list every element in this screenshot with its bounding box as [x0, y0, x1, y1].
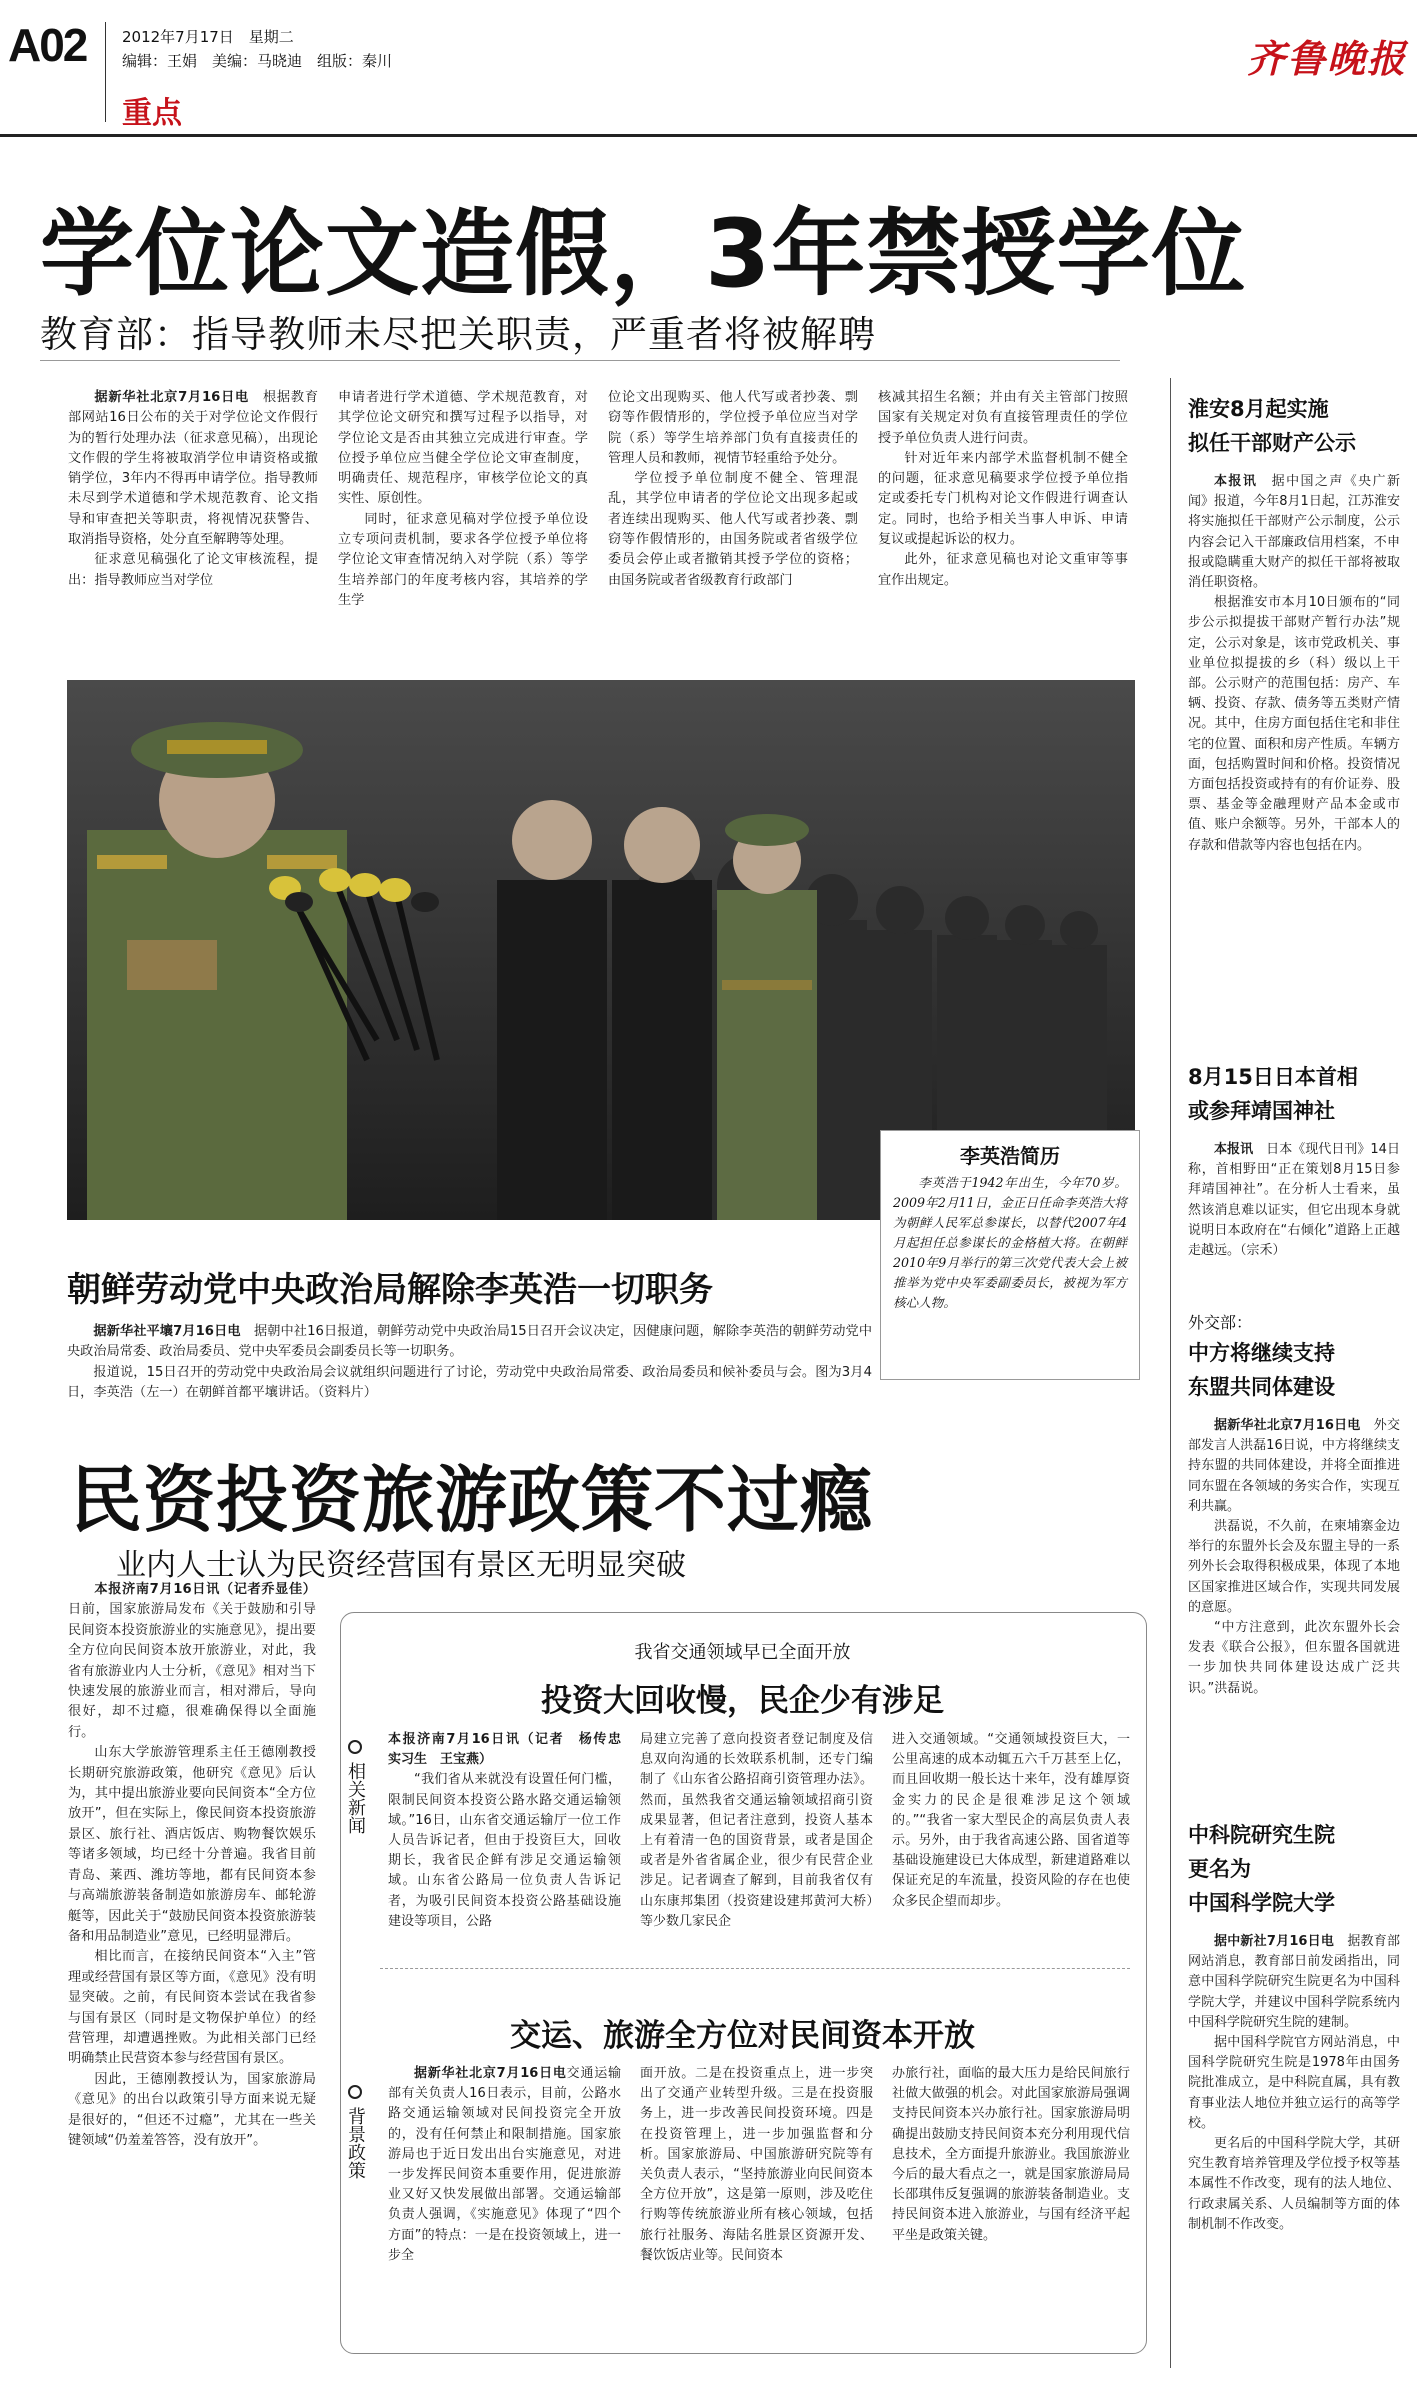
photo-story-caption	[67, 1322, 872, 1403]
brief-title: 更名为	[1188, 1857, 1251, 1881]
story1-subhead: 教育部：指导教师未尽把关职责，严重者将被解聘	[40, 313, 876, 356]
brief-title: 东盟共同体建设	[1188, 1375, 1335, 1399]
body-text: 进入交通领域。“交通领域投资巨大，一公里高速的成本动辄五六千万甚至上亿，而且回收期一般长达十来年，没有雄厚资金实力的民企是很难涉足这个领域的。”“我省一家大型民企的高层负责人表示。另外，由于我省高速公路、国省道等基础设施建设已大体成型，新建道路难以保证充足的车流量，投资风险的存在也使众多民企望而却步。	[892, 1732, 1130, 1909]
dateline: 本报讯	[1214, 474, 1258, 489]
brief-title: 或参拜靖国神社	[1188, 1099, 1335, 1123]
dateline: 据新华社北京7月16日电	[94, 390, 250, 405]
sidebar-brief-4	[1188, 1818, 1400, 2235]
body-text: 根据教育部网站16日公布的关于对学位论文作假行为的暂行处理办法（征求意见稿），出现论文作假的学生将被取消学位申请资格或撤销学位，3年内不得再申请学位。指导教师未尽到学术道德和学术规范教育、论文指导和审查把关等职责，将视情况获警告、取消指导资格，处分直至解聘等处理。	[68, 390, 319, 548]
brief-title: 中方将继续支持	[1188, 1341, 1335, 1365]
dateline: 本报济南7月16日讯（记者 杨传忠 实习生 王宝燕）	[388, 1732, 635, 1768]
related-news-label	[342, 1740, 368, 1834]
body-text: 核减其招生名额；并由有关主管部门按照国家有关规定对负有直接管理责任的学位授予单位负责人进行问责。	[878, 390, 1128, 446]
body-text: 相比而言，在接纳民间资本“入主”管理或经营国有景区等方面，《意见》没有明显突破。之前，有民间资本尝试在我省参与国有景区（同时是文物保护单位）的经营管理，却遭遇挫败。为此相关部门已经明确禁止民营资本参与经营国有景区。	[68, 1949, 316, 2067]
brief-title: 拟任干部财产公示	[1188, 431, 1356, 455]
story2-column	[68, 1580, 316, 2151]
body-text: “我们省从来就没有设置任何门槛，限制民间资本投资公路水路交通运输领域。”16日，山东省交通运输厅一位工作人员告诉记者，但由于投资巨大，回收期长，我省民企鲜有涉足交通运输领域。山东省公路局一位负责人告诉记者，为吸引民间资本投资公路基础设施建设等项目，公路	[388, 1772, 621, 1929]
body-text: 办旅行社，面临的最大压力是给民间旅行社做大做强的机会。对此国家旅游局强调支持民间资本兴办旅行社。国家旅游局明确提出鼓励支持民间资本充分利用现代信息技术，全方面提升旅游业。我国旅游业今后的最大看点之一，就是国家旅游局局长邵琪伟反复强调的旅游装备制造业。支持民间资本进入旅游业，与国有经济平起平坐是政策关键。	[892, 2066, 1130, 2243]
box2-column-1	[388, 2064, 621, 2266]
brief-kicker: 外交部：	[1188, 1313, 1253, 1332]
box1-column-2	[640, 1730, 873, 1932]
body-text: 同时，征求意见稿对学位授予单位设立专项问责机制，要求各学位授予单位将学位论文审查情况纳入对学院（系）等学生培养部门的年度考核内容，其培养的学生学	[338, 511, 588, 608]
body-text: 山东大学旅游管理系主任王德刚教授长期研究旅游政策，他研究《意见》后认为，其中提出旅游业要向民间资本“全方位放开”，但在实际上，像民间资本投资旅游景区、旅行社、酒店饭店、购物餐饮娱乐等诸多领域，均已经十分普遍。我省目前青岛、莱西、潍坊等地，都有民间资本参与高端旅游装备制造如旅游房车、邮轮游艇等，因此关于“鼓励民间资本投资旅游装备和用品制造业”意见，已经明显滞后。	[68, 1745, 316, 1944]
body-text: 日本《现代日刊》14日称，首相野田“正在策划8月15日参拜靖国神社”。在分析人士看来，虽然该消息难以证实，但它出现本身就说明日本政府在“右倾化”道路上正越走越远。	[1188, 1142, 1400, 1259]
body-text: 征求意见稿强化了论文审核流程，提出：指导教师应当对学位	[68, 552, 318, 588]
dateline: 据新华社平壤7月16日电	[93, 1324, 241, 1339]
box1-column-1	[388, 1730, 635, 1932]
body-text: 据朝中社16日报道，朝鲜劳动党中央政治局15日召开会议决定，因健康问题，解除李英浩的朝鲜劳动党中央政治局常委、政治局委员、党中央军委员会副委员长等一切职务。	[67, 1324, 873, 1360]
story2-headline: 民资投资旅游政策不过瘾	[70, 1458, 874, 1542]
brief-title: 中科院研究生院	[1188, 1823, 1335, 1847]
body-text: 根据淮安市本月10日颁布的“同步公示拟提拔干部财产暂行办法”规定，公示对象是，该市党政机关、事业单位拟提拔的乡（科）级以上干部。公示财产的范围包括：房产、车辆、投资、存款、债务等五类财产情况。其中，住房方面包括住宅和非住宅的位置、面积和房产性质。车辆方面，包括购置时间和价格。投资情况方面包括投资或持有的有价证券、股票、基金等金融理财产品本金或市值、账户余额等。另外，干部本人的存款和借款等内容也包括在内。	[1188, 595, 1400, 853]
profile-box-title: 李英浩简历	[960, 1144, 1060, 1168]
dateline: 据新华社北京7月16日电	[414, 2066, 567, 2081]
body-text: 针对近年来内部学术监督机制不健全的问题，征求意见稿要求学位授予单位指定或委托专门机构对论文作假进行调查认定。同时，也给予相关当事人申诉、申请复议或提起诉讼的权力。	[878, 450, 1128, 548]
body-text: 外交部发言人洪磊16日说，中方将继续支持东盟的共同体建设，并将全面推进同东盟在各领域的务实合作，实现互利共赢。	[1188, 1418, 1400, 1514]
background-policy-label	[342, 2085, 368, 2179]
profile-box	[880, 1130, 1140, 1380]
dateline: 据新华社北京7月16日电	[1214, 1418, 1361, 1433]
brief-title: 中国科学院大学	[1188, 1891, 1335, 1915]
side-label: 相关新闻	[345, 1762, 366, 1834]
box1-kicker: 我省交通领域早已全面开放	[634, 1642, 851, 1663]
page-number: A02	[8, 19, 87, 71]
dateline: 本报济南7月16日讯（记者乔显佳）	[94, 1582, 316, 1597]
box1-title: 投资大回收慢，民企少有涉足	[541, 1683, 944, 1719]
body-text: 申请者进行学术道德、学术规范教育，对其学位论文研究和撰写过程予以指导，对学位论文是否由其独立完成进行审查。学位授予单位应当健全学位论文审查制度，明确责任、规范程序，审核学位论文的真实性、原创性。	[338, 390, 588, 507]
body-text: 面开放。二是在投资重点上，进一步突出了交通产业转型升级。三是在投资服务上，进一步改善民间投资环境。四是在投资管理上，进一步加强监督和分析。国家旅游局、中国旅游研究院等有关负责人表示，“坚持旅游业向民间资本全方位开放”，这是第一原则，涉及吃住行购等传统旅游业所有核心领域，包括旅行社服务、海陆名胜景区资源开发、餐饮饭店业等。民间资本	[640, 2066, 873, 2263]
sidebar-brief-2	[1188, 1060, 1400, 1261]
related-news-divider	[380, 1968, 1130, 1970]
body-text: 报道说，15日召开的劳动党中央政治局会议就组织问题进行了讨论，劳动党中央政治局常委、政治局委员和候补委员与会。图为3月4日，李英浩（左一）在朝鲜首都平壤讲话。（资料片）	[67, 1364, 872, 1400]
brief-title: 淮安8月起实施	[1188, 397, 1329, 421]
box2-column-2	[640, 2064, 873, 2266]
body-text: 更名后的中国科学院大学，其研究生教育培养管理及学位授予权等基本属性不作改变，现有的法人地位、行政隶属关系、人员编制等方面的体制机制不作改变。	[1188, 2136, 1400, 2232]
profile-box-text: 李英浩于1942年出生，今年70岁。2009年2月11日，金正日任命李英浩大将为朝鲜人民军总参谋长，以替代2007年4月起担任总参谋长的金格植大将。在朝鲜2010年9月举行的第三次党代表大会上被推举为党中央军委副委员长，被视为军方核心人物。	[893, 1175, 1127, 1310]
body-text: 位论文出现购买、他人代写或者抄袭、剽窃等作假情形的，学位授予单位应当对学院（系）等学生培养部门负有直接责任的管理人员和教师，视情节轻重给予处分。	[608, 390, 858, 466]
dateline: 本报讯	[1214, 1142, 1254, 1157]
side-label: 背景政策	[345, 2107, 366, 2179]
box1-column-3	[892, 1730, 1130, 1912]
brief-title: 8月15日日本首相	[1188, 1065, 1358, 1089]
story1-column-2	[338, 388, 588, 611]
bullet-icon	[348, 1740, 362, 1754]
photo-story-headline: 朝鲜劳动党中央政治局解除李英浩一切职务	[67, 1270, 713, 1310]
body-text: 学位授予单位制度不健全、管理混乱，其学位申请者的学位论文出现多起或者连续出现购买、他人代写或者抄袭、剽窃等作假情形的，由国务院或者省级学位委员会停止或者撤销其授予学位的资格；由国务院或者省级教育行政部门	[608, 471, 858, 588]
body-text: 据中国科学院官方网站消息，中国科学院研究生院是1978年由国务院批准成立，是中科院直属，具有教育事业法人地位并独立运行的高等学校。	[1188, 2035, 1400, 2131]
story2-subhead: 业内人士认为民资经营国有景区无明显突破	[116, 1548, 686, 1583]
body-text: “中方注意到，此次东盟外长会发表《联合公报》，但东盟各国就进一步加快共同体建设达成广泛共识。”洪磊说。	[1188, 1620, 1400, 1696]
masthead-logo: 齐鲁晚报	[1246, 36, 1407, 81]
story1-column-1	[68, 388, 318, 591]
body-text: 据教育部网站消息，教育部日前发函指出，同意中国科学院研究生院更名为中国科学院大学，并建议中国科学院系统内中国科学院研究生院的建制。	[1188, 1934, 1400, 2030]
story1-column-4	[878, 388, 1128, 591]
body-text: 洪磊说，不久前，在柬埔寨金边举行的东盟外长会及东盟主导的一系列外长会取得积极成果，体现了本地区国家推进区域合作，实现共同发展的意愿。	[1188, 1519, 1400, 1615]
section-label: 重点	[122, 96, 182, 131]
body-text: 因此，王德刚教授认为，国家旅游局《意见》的出台以政策引导方面来说无疑是很好的，“但还不过瘾”，尤其在一些关键领域“仍羞羞答答，没有放开”。	[68, 2071, 316, 2148]
body-text: 局建立完善了意向投资者登记制度及信息双向沟通的长效联系机制，还专门编制了《山东省公路招商引资管理办法》。然而，虽然我省交通运输领域招商引资成果显著，但记者注意到，投资人基本上有着清一色的国资背景，或者是国企或者是外省省属企业，很少有民营企业涉足。记者调查了解到，目前我省仅有山东康邦集团（投资建设建邦黄河大桥）等少数几家民企	[640, 1732, 873, 1929]
staff-line: 编辑：王娟 美编：马晓迪 组版：秦川	[122, 52, 393, 70]
body-text: 据中国之声《央广新闻》报道，今年8月1日起，江苏淮安将实施拟任干部财产公示制度，公示内容会记入干部廉政信用档案，不申报或隐瞒重大财产的拟任干部将被取消任职资格。	[1188, 474, 1400, 591]
date-line: 2012年7月17日 星期二	[122, 28, 294, 46]
body-text: 此外，征求意见稿也对论文重审等事宜作出规定。	[878, 552, 1128, 588]
body-text: 交通运输部有关负责人16日表示，目前，公路水路交通运输领域对民间投资完全开放的，没有任何禁止和限制措施。国家旅游局也于近日发出出台实施意见，对进一步发挥民间资本重要作用，促进旅游业又好又快发展做出部署。交通运输部负责人强调，《实施意见》体现了“四个方面”的特点：一是在投资领域上，进一步全	[388, 2066, 621, 2263]
sidebar-brief-3	[1188, 1310, 1400, 1699]
bullet-icon	[348, 2085, 362, 2099]
box2-title: 交运、旅游全方位对民间资本开放	[510, 2018, 975, 2054]
sidebar-brief-1	[1188, 392, 1400, 856]
box2-column-3	[892, 2064, 1130, 2246]
body-text: 日前，国家旅游局发布《关于鼓励和引导民间资本投资旅游业的实施意见》，提出要全方位向民间资本放开旅游业，对此，我省有旅游业内人士分析，《意见》相对当下快速发展的旅游业而言，相对滞后，导向很好，却不过瘾，很难确保得以全面施行。	[68, 1602, 316, 1740]
dateline: 据中新社7月16日电	[1214, 1934, 1335, 1949]
byline: （宗禾）	[1240, 1243, 1286, 1259]
story1-column-3	[608, 388, 858, 591]
story1-headline: 学位论文造假，3年禁授学位	[40, 200, 1247, 309]
